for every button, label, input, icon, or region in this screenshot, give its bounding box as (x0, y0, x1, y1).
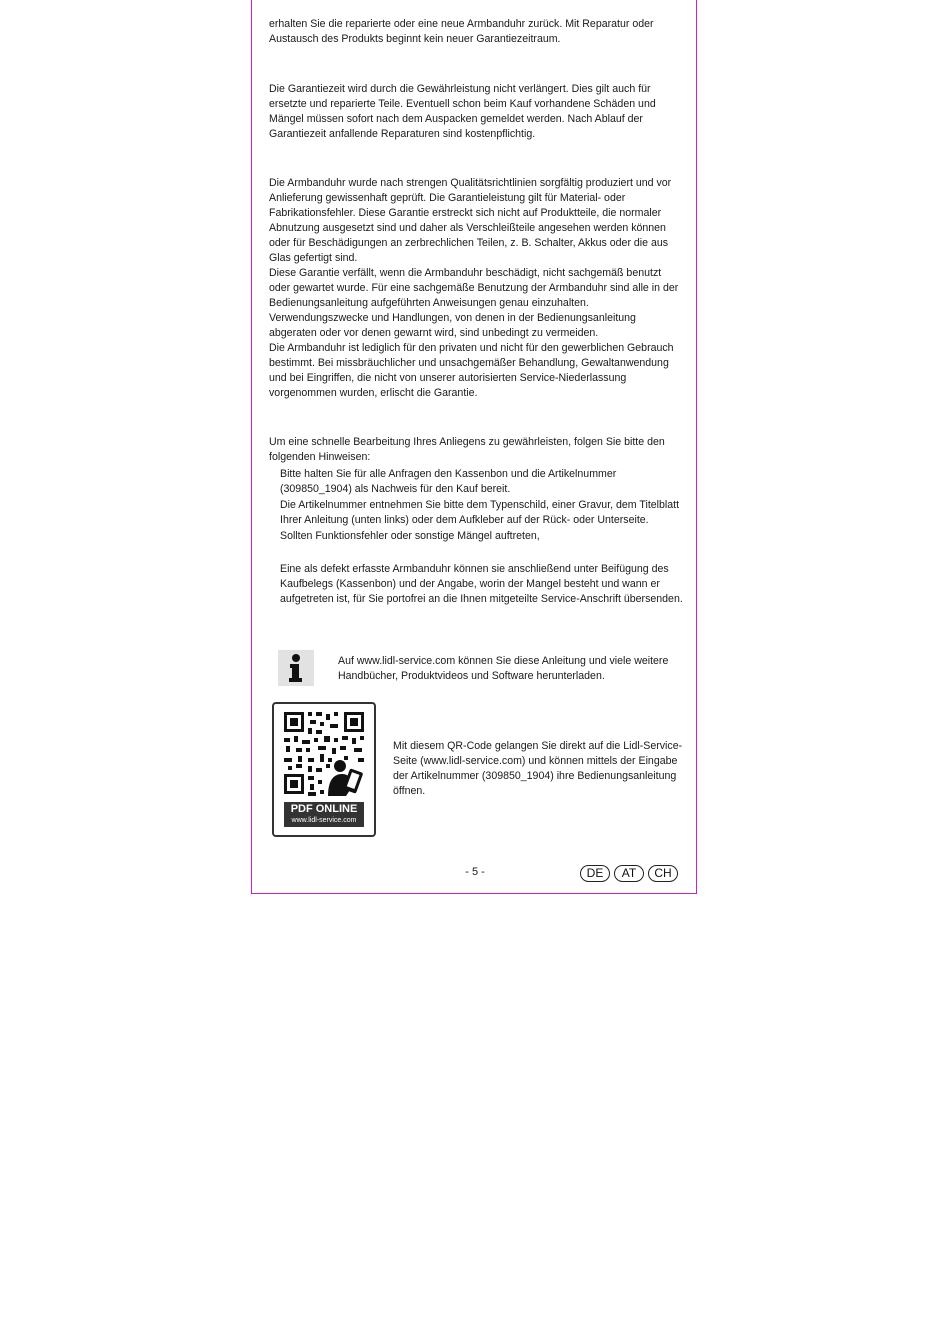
info-text: Auf www.lidl-service.com können Sie diese Anleitung und viele weitere Handbücher, Produktvideos und Software herunterladen. (338, 655, 669, 682)
hint-item: Sollten Funktionsfehler oder sonstige Mängel auftreten, (280, 530, 540, 542)
paragraph-handling-notes (269, 435, 683, 607)
paragraph-text: Die Garantiezeit wird durch die Gewährleistung nicht verlängert. Dies gilt auch für ersetzte und reparierte Teile. Eventuell schon beim Kauf vorhandene Schäden und Mängel müssen sofort nach dem Auspacken gemeldet werden. Nach Ablauf der Garantiezeit anfallende Reparaturen sind kostenpflichtig. (269, 83, 656, 140)
paragraph-text: Diese Garantie verfällt, wenn die Armbanduhr beschädigt, nicht sachgemäß benutzt oder gewartet wurde. Für eine sachgemäße Benutzung der Armbanduhr sind alle in der Bedienungsanleitung aufgeführten Anweisungen genau einzuhalten. Verwendungszwecke und Handlungen, von denen in der Bedienungsanleitung abgeraten oder vor denen gewarnt wird, sind unbedingt zu vermeiden. (269, 267, 679, 339)
paragraph-text: Die Armbanduhr wurde nach strengen Qualitätsrichtlinien sorgfältig produziert und vor Anlieferung gewissenhaft geprüft. Die Garantieleistung gilt für Material- oder Fabrikationsfehler. Diese Garantie erstreckt sich nicht auf Produktteile, die normaler Abnutzung ausgesetzt sind und daher als Verschleißteile angesehen werden können oder für Beschädigungen an zerbrechlichen Teilen, z. B. Schalter, Akkus oder die aus Glas gefertigt sind. (269, 177, 672, 264)
paragraph-repair-exchange (269, 17, 683, 47)
page-number: - 5 - (465, 866, 485, 878)
country-badge-de: DE (580, 865, 610, 882)
hint-item: Bitte halten Sie für alle Anfragen den Kassenbon und die Artikelnummer (309850_1904) als Nachweis für den Kauf bereit. (280, 468, 617, 495)
paragraph-text: Um eine schnelle Bearbeitung Ihres Anliegens zu gewährleisten, folgen Sie bitte den folgenden Hinweisen: (269, 436, 665, 463)
paragraph-text: erhalten Sie die reparierte oder eine neue Armbanduhr zurück. Mit Reparatur oder Austausch des Produkts beginnt kein neuer Garantiezeitraum. (269, 18, 654, 45)
qr-description-text: Mit diesem QR-Code gelangen Sie direkt auf die Lidl-Service-Seite (www.lidl-service.com) und können mittels der Eingabe der Artikelnummer (309850_1904) ihre Bedienungsanleitung öffnen. (393, 740, 683, 797)
qr-code-icon[interactable] (272, 702, 376, 837)
hint-item: Die Artikelnummer entnehmen Sie bitte dem Typenschild, einer Gravur, dem Titelblatt Ihrer Anleitung (unten links) oder dem Aufkleber auf der Rück- oder Unterseite. (280, 499, 680, 526)
qr-badge-title: PDF ONLINE (290, 803, 358, 815)
info-icon (278, 650, 314, 686)
country-badges (580, 865, 678, 882)
paragraph-warranty-scope (269, 176, 683, 401)
paragraph-warranty-period (269, 82, 683, 142)
qr-badge-url: www.lidl-service.com (291, 817, 357, 824)
country-badge-at: AT (614, 865, 644, 882)
country-badge-ch: CH (648, 865, 678, 882)
document-page (251, 0, 697, 894)
hint-item: Eine als defekt erfasste Armbanduhr können sie anschließend unter Beifügung des Kaufbelegs (Kassenbon) und der Angabe, worin der Mangel besteht und wann er aufgetreten ist, für Sie portofrei an die Ihnen mitgeteilte Service-Anschrift übersenden. (280, 563, 683, 605)
paragraph-text: Die Armbanduhr ist lediglich für den privaten und nicht für den gewerblichen Gebrauch bestimmt. Bei missbräuchlicher und unsachgemäßer Behandlung, Gewaltanwendung und bei Eingriffen, die nicht von unserer autorisierten Service-Niederlassung vorgenommen wurden, erlischt die Garantie. (269, 342, 674, 399)
